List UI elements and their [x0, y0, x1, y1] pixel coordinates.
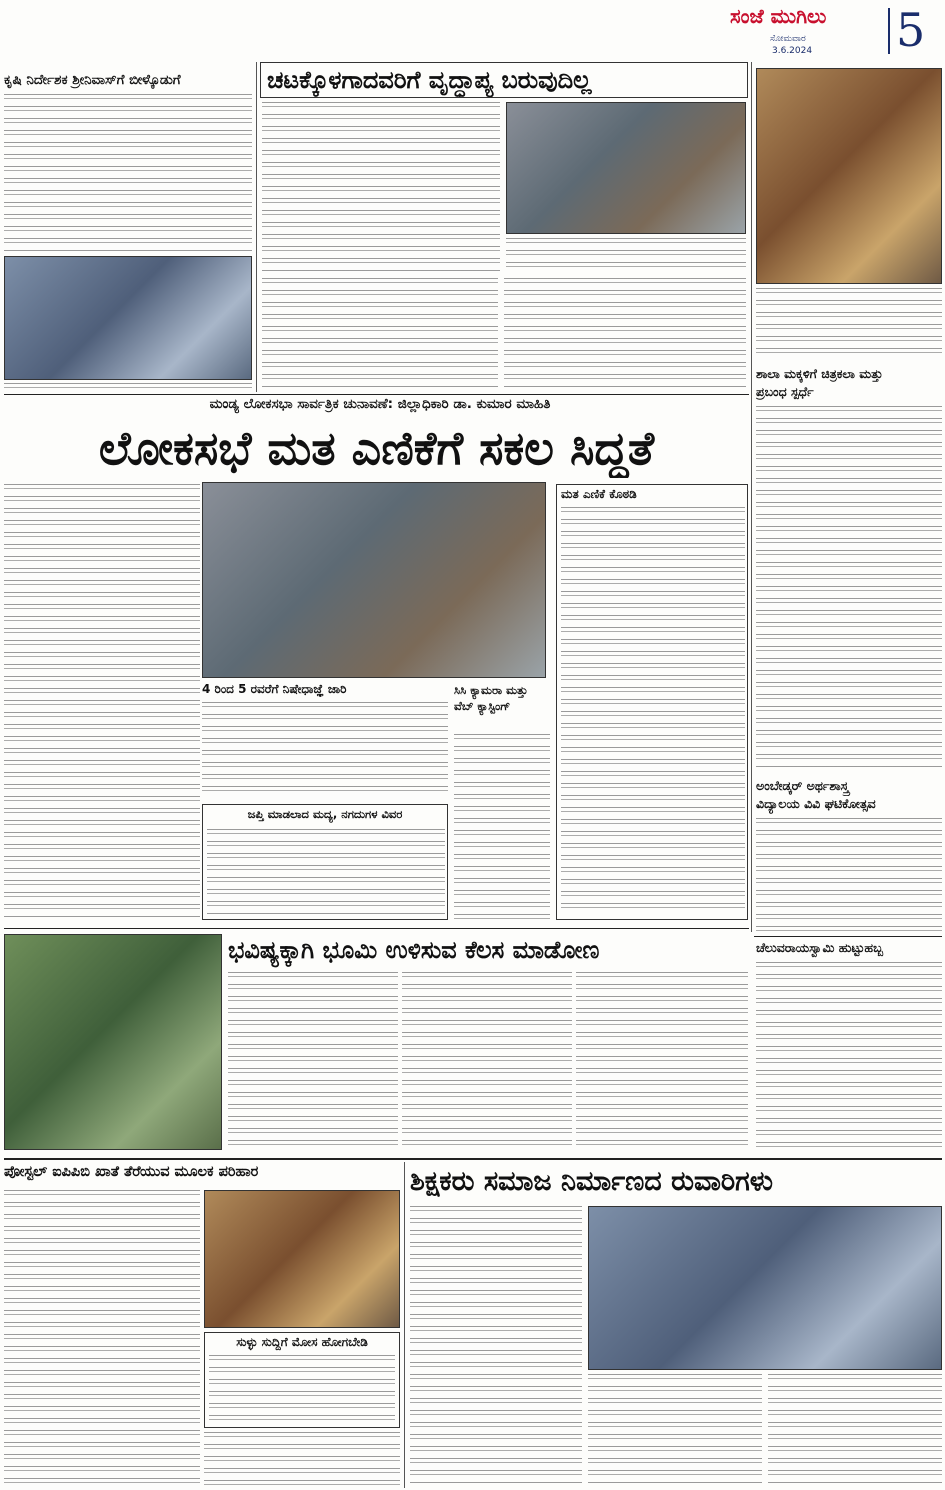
chatak-body-col3	[504, 278, 746, 388]
postal-headline: ಪೋಸ್ಟಲ್ ಐಪಿಪಿಬಿ ಖಾತೆ ತೆರೆಯುವ ಮೂಲಕ ಪರಿಹಾರ	[4, 1164, 259, 1180]
right-photo-caption	[756, 288, 942, 358]
masthead	[730, 2, 942, 58]
masthead-date: 3.6.2024	[772, 46, 813, 56]
cheluvarayaswamy-body	[756, 962, 942, 1152]
nishedhagne-headline: 4 ರಿಂದ 5 ರವರೆಗೆ ನಿಷೇಧಾಜ್ಞೆ ಜಾರಿ	[202, 682, 347, 696]
page-number: 5	[896, 3, 926, 57]
krishi-caption	[4, 383, 252, 392]
japti-box	[202, 804, 448, 920]
japti-headline: ಜಪ್ತಿ ಮಾಡಲಾದ ಮದ್ಯ, ನಗದುಗಳ ವಿವರ	[247, 807, 403, 821]
bhoomi-body-col1	[228, 972, 398, 1152]
masthead-name: ಸಂಜೆ ಮುಗಿಲು	[730, 4, 827, 28]
bhoomi-body-col2	[402, 972, 572, 1152]
ambedkar-headline-2: ವಿದ್ಯಾಲಯ ವಿವಿ ಘಟಿಕೋತ್ಸವ	[756, 796, 876, 811]
right-photo	[756, 68, 942, 284]
krishi-headline: ಕೃಷಿ ನಿರ್ದೇಶಕ ಶ್ರೀನಿವಾಸ್‌ಗೆ ಬೀಳ್ಕೊಡುಗೆ	[4, 72, 181, 88]
sullu-headline: ಸುಳ್ಳು ಸುದ್ದಿಗೆ ಮೋಸ ಹೋಗಬೇಡಿ	[236, 1335, 368, 1349]
sullu-box	[204, 1332, 400, 1428]
shala-headline-1: ಶಾಲಾ ಮಕ್ಕಳಿಗೆ ಚಿತ್ರಕಲಾ ಮತ್ತು	[756, 366, 883, 381]
lokasabha-headline: ಲೋಕಸಭೆ ಮತ ಎಣಿಕೆಗೆ ಸಕಲ ಸಿದ್ಧತೆ	[98, 421, 655, 475]
matha-koradi-headline: ಮತ ಎಣಿಕೆ ಕೊಠಡಿ	[561, 487, 637, 501]
masthead-weekday: ಸೋಮವಾರ	[770, 34, 806, 44]
matha-koradi-box	[556, 484, 748, 920]
japti-body	[207, 829, 445, 915]
nishedhagne-body	[202, 702, 448, 798]
shikshakaru-body-col1	[410, 1206, 582, 1486]
cc-camera-headline: ಸಿಸಿ ಕ್ಯಾಮರಾ ಮತ್ತು ವೆಬ್ ಕ್ಯಾಸ್ಟಿಂಗ್	[454, 683, 528, 713]
krishi-body	[4, 94, 252, 252]
lokasabha-body-col1	[4, 484, 200, 920]
shikshakaru-headline: ಶಿಕ್ಷಕರು ಸಮಾಜ ನಿರ್ಮಾಣದ ರುವಾರಿಗಳು	[410, 1166, 773, 1197]
chatak-body-col1	[262, 102, 500, 274]
ambedkar-headline-1: ಅಂಬೇಡ್ಕರ್ ಅರ್ಥಶಾಸ್ತ್ರ	[756, 778, 849, 793]
shala-headline-2: ಪ್ರಬಂಧ ಸ್ಪರ್ಧೆ	[756, 384, 814, 399]
postal-body-col2	[204, 1432, 400, 1486]
cheluvarayaswamy-headline: ಚೆಲುವರಾಯಸ್ವಾಮಿ ಹುಟ್ಟುಹಬ್ಬ	[756, 940, 883, 955]
lokasabha-photo	[202, 482, 546, 678]
bhoomi-photo	[4, 934, 222, 1150]
shikshakaru-body-col2	[588, 1374, 762, 1486]
bhoomi-body-col3	[576, 972, 748, 1152]
chatak-headline: ಚಟಕ್ಕೊಳಗಾದವರಿಗೆ ವೃದ್ಧಾಪ್ಯ ಬರುವುದಿಲ್ಲ	[260, 62, 748, 98]
bhoomi-headline: ಭವಿಷ್ಯಕ್ಕಾಗಿ ಭೂಮಿ ಉಳಿಸುವ ಕೆಲಸ ಮಾಡೋಣ	[228, 936, 600, 964]
shala-body	[756, 406, 942, 770]
shikshakaru-body-col3	[768, 1374, 942, 1486]
shikshakaru-photo	[588, 1206, 942, 1370]
chatak-body-col2	[262, 278, 498, 388]
krishi-photo	[4, 256, 252, 380]
ambedkar-body	[756, 818, 942, 934]
chatak-photo	[506, 102, 746, 234]
postal-photo	[204, 1190, 400, 1328]
chatak-caption	[506, 238, 746, 274]
masthead-divider	[888, 8, 890, 54]
matha-koradi-body	[561, 507, 745, 915]
postal-body-col1	[4, 1190, 200, 1486]
lokasabha-kicker: ಮಂಡ್ಯ ಲೋಕಸಭಾ ಸಾರ್ವತ್ರಿಕ ಚುನಾವಣೆ: ಜಿಲ್ಲಾಧಿಕಾರಿ ಡಾ. ಕುಮಾರ ಮಾಹಿತಿ	[209, 396, 551, 412]
cc-camera-body	[454, 734, 550, 920]
sullu-body	[209, 1355, 395, 1425]
